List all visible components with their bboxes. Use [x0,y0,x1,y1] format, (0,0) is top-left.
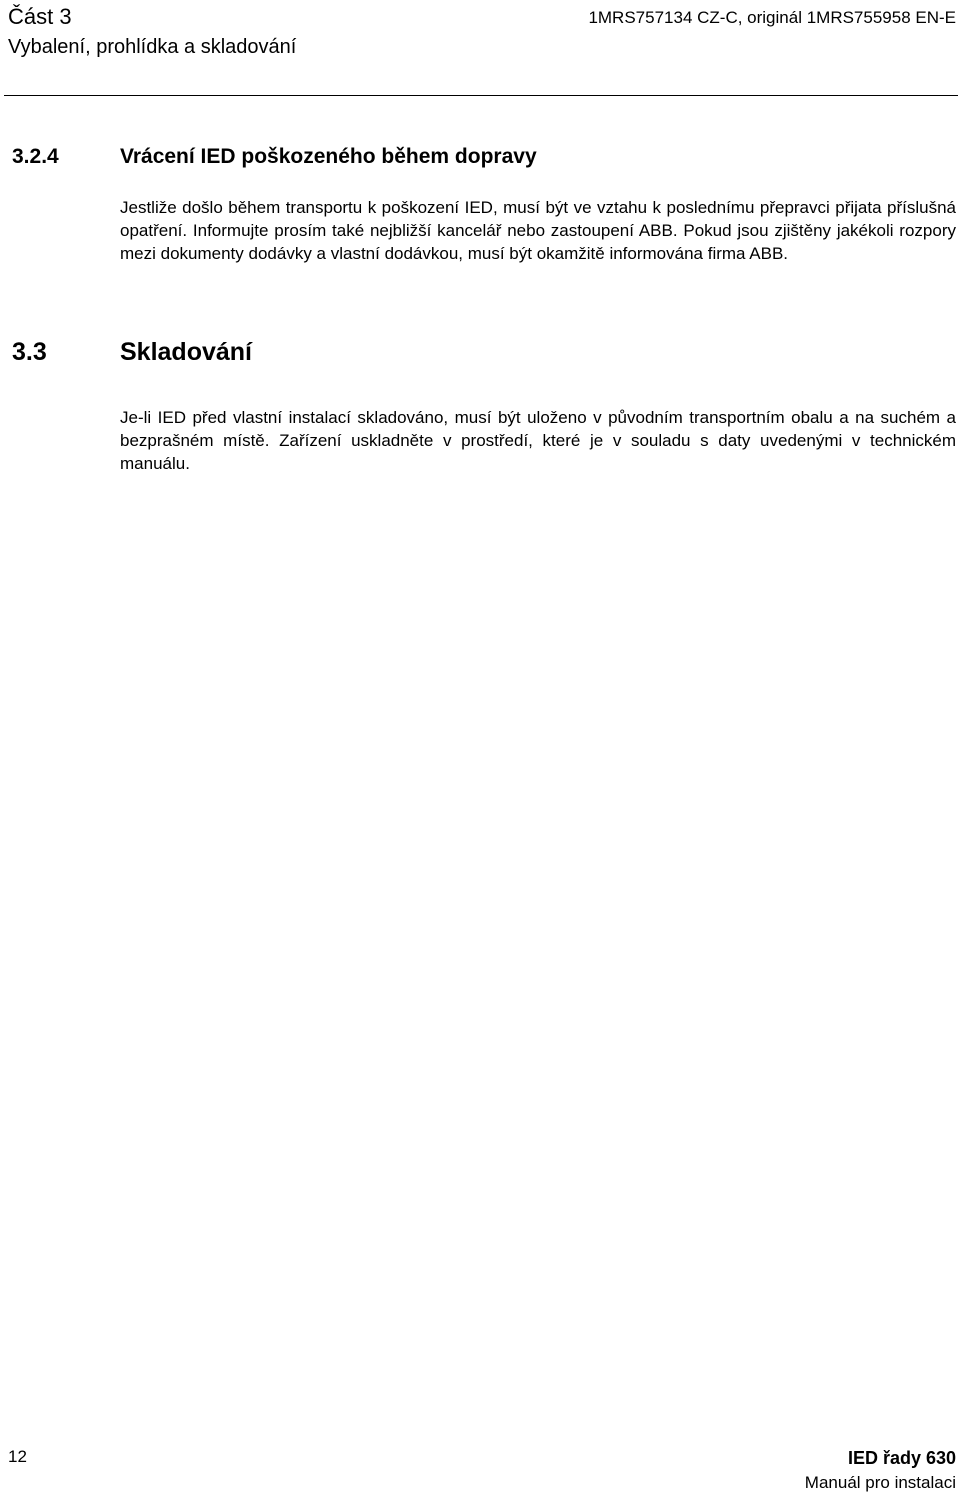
section-heading [12,337,956,367]
section-heading [12,144,956,174]
header-part-label: Část 3 [8,4,72,29]
header-document-id: 1MRS757134 CZ-C, originál 1MRS755958 EN-E [588,8,956,27]
page-header [8,4,296,60]
section-paragraph: Je-li IED před vlastní instalací skladováno, musí být uloženo v původním transportním obalu a na suchém a bezprašném místě. Zařízení uskladněte v prostředí, které je v souladu s daty uvedenými v technickém manuálu. [120,408,956,473]
section-title: Vrácení IED poškozeného během dopravy [120,145,537,168]
section-number: 3.2.4 [12,145,59,168]
section-3-3 [12,337,956,492]
section-number: 3.3 [12,338,47,366]
section-title: Skladování [120,338,252,366]
section-paragraph: Jestliže došlo během transportu k poškození IED, musí být ve vztahu k poslednímu přepravci přijata příslušná opatření. Informujte prosím také nejbližší kancelář nebo zastoupení ABB. Pokud jsou zjištěny jakékoli rozpory mezi dokumenty dodávky a vlastní dodávkou, musí být okamžitě informována firma ABB. [120,198,956,263]
footer-product-name: IED řady 630 [847,1448,956,1468]
header-chapter-title: Vybalení, prohlídka a skladování [8,36,297,58]
footer-manual-title: Manuál pro instalaci [804,1473,956,1492]
page-number: 12 [8,1447,27,1466]
section-3-2-4 [12,144,956,282]
header-divider [4,95,958,96]
page-footer [805,1447,956,1494]
